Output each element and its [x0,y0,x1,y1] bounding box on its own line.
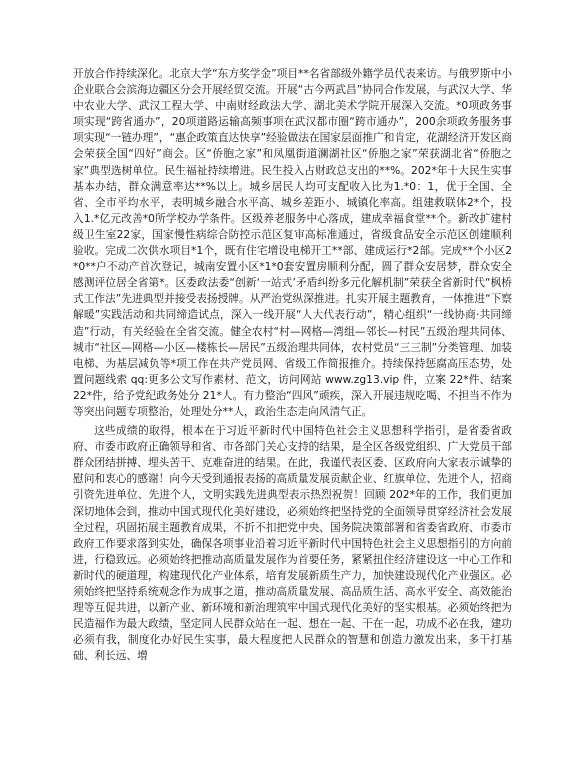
paragraph-1: 开放合作持续深化。北京大学“东方奖学金”项目**名省部级外籍学员代表来访。与俄罗斯中小企业联合会滨海边疆区分会开展经贸交流。开展“古今两武昌”协同合作发展，与武汉大学、华中农业大学、武汉工程大学、中南财经政法大学、湖北美术学院开展深入交流。*0项政务事项实现“跨省通办”，20项道路运输高频事项在武汉都市圈“跨市通办”，200余项政务服务事项实现“一链办理”，“惠企政策直达快享”经验做法在国家层面推广和肯定，花湖经济开发区商会荣获全国“四好”商会。区“侨胞之家”和凤凰街道澜湖社区“侨胞之家”荣获湖北省“侨胞之家”典型选树单位。民生福祉持续增进。民生投入占财政总支出的**%。202*年十大民生实事基本办结，群众满意率达**%以上。城乡居民人均可支配收入比为1.*0：1，优于全国、全省、全市平均水平，表明城乡融合水平高、城乡差距小、城镇化率高。组建救联体2*个，投入1.*亿元改善*0所学校办学条件。区级养老服务中心落成，建成幸福食堂**个。新改扩建村级卫生室22家，国家慢性病综合防控示范区复审高标准通过，省级食品安全示范区创建顺利验收。完成二次供水项目*1个，既有住宅增设电梯开工**部、建成运行*2部。完成**个小区2*0**户不动产首次登记，城南安置小区*1*0套安置房顺利分配，圆了群众安居梦，群众安全感测评位居全省第*。区委政法委“创新‘一站式’矛盾纠纷多元化解机制”荣获全省新时代“枫桥式工作法”先进典型并接受表扬授牌。从严治党纵深推进。扎实开展主题教育，一体推进“下察解暖”实践活动和共同缔造试点，深入一线开展“人大代表行动”，精心组织“一线协商·共同缔造”行动，有关经验在全省交流。健全农村“村—网格—湾组—邻长—村民”五级治理共同体、城市“社区—网格—小区—楼栋长—居民”五级治理共同体，农村党员“三三制”分类管理、加装电梯、为基层减负等*项工作在共产党员网、省级工作简报推介。持续保持惩腐高压态势，处置问题线索 qq:更多公文写作素材、范文，访问网站 www.zg13.vip 件，立案 22*件、结案 22*件，给予党纪政务处分 21*人。有力整治“四风”顽疾，深入开展违规吃喝、不担当不作为等突出问题专项整治，处理处分**人，政治生态走向风清气正。 [73,67,512,418]
paragraph-2: 这些成绩的取得，根本在于习近平新时代中国特色社会主义思想科学指引，是省委省政府、市委市政府正确领导和省、市各部门关心支持的结果，是全区各级党组织、广大党员干部群众团结拼搏、埋头苦干、克难奋进的结果。在此，我谨代表区委、区政府向大家表示诚挚的慰问和衷心的感谢！向今天受到通报表扬的高质量发展贡献企业、红旗单位、先进个人，招商引资先进单位、先进个人，文明实践先进典型表示热烈祝贺！回顾 202*年的工作，我们更加深切地体会到，推动中国式现代化美好建设，必须始终把坚持党的全面领导贯穿经济社会发展全过程，巩固拓展主题教育成果，不折不扣把党中央、国务院决策部署和省委省政府、市委市政府工作要求落到实处，确保各项事业沿着习近平新时代中国特色社会主义思想指引的方向前进，行稳致远。必须始终把推动高质量发展作为首要任务，紧紧扭住经济建设这一中心工作和新时代的硬道理，构建现代化产业体系，培育发展新质生产力，加快建设现代化产业强区。必须始终把坚持系统观念作为成事之道，推动高质量发展、高品质生活、高水平安全、高效能治理等互促共进，以新产业、新环境和新治理筑牢中国式现代化美好的坚实根基。必须始终把为民造福作为最大政绩，坚定同人民群众站在一起、想在一起、干在一起，功成不必在我，建功必须有我，制度化办好民生实事，最大程度把人民群众的智慧和创造力激发出来，多干打基础、利长远、增 [73,424,512,663]
